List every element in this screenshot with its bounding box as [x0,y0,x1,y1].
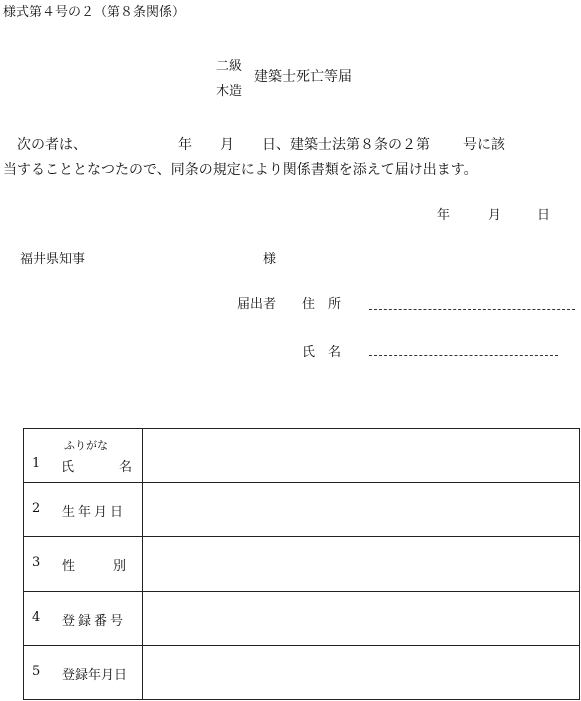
name-label-a: 氏 [61,460,75,475]
sex-header-cell [24,537,143,591]
registrant-info-table [23,428,580,700]
event-day-and-law: 日、建築士法第８条の２第 [262,137,430,153]
event-month-label: 月 [220,137,234,153]
event-year-label: 年 [178,137,192,153]
declaration-intro: 次の者は、 [17,137,87,153]
submission-month-label: 月 [488,208,502,223]
address-label: 住 所 [302,297,342,312]
sex-value-cell[interactable] [143,537,580,591]
clause-number-suffix: 号に該 [463,137,505,153]
registration-date-header-cell [24,645,143,699]
addressee: 福井県知事 [20,252,86,267]
row-number: 2 [32,501,41,517]
name-header-cell [24,429,143,483]
registration-number-header-cell [24,591,143,645]
table-row-registration-number [24,591,580,645]
name-field[interactable] [369,343,558,356]
birthdate-label: 生年月日 [62,505,127,521]
declaration-line-1 [3,133,579,158]
declaration-text [3,133,579,183]
addressee-honorific: 様 [263,252,277,267]
furigana-label: ふりがな [64,439,108,452]
document-title: 建築士死亡等届 [254,69,352,85]
form-number: 様式第４号の２（第８条関係） [3,5,186,20]
applicant-label: 届出者 [237,297,277,312]
table-row-registration-date [24,645,580,699]
table-row-name [24,429,580,483]
sex-label: 性 別 [62,559,131,575]
row-number: 5 [32,663,41,679]
registration-number-value-cell[interactable] [143,591,580,645]
row-number: 1 [32,456,41,471]
table-row-sex [24,537,580,591]
registration-date-label: 登録年月日 [62,667,128,683]
registration-number-label: 登録番号 [62,613,127,629]
title-grade-nikyu: 二級 [216,59,243,74]
registration-date-value-cell[interactable] [143,645,580,699]
name-label: 氏 名 [302,345,342,360]
birthdate-header-cell [24,483,143,537]
row-number: 3 [32,555,41,571]
table-row-birthdate [24,483,580,537]
name-label-b: 名 [119,460,133,475]
submission-day-label: 日 [537,208,551,223]
title-grade-mokuzo: 木造 [216,84,243,99]
address-field[interactable] [369,297,575,310]
name-value-cell[interactable] [143,429,580,483]
submission-year-label: 年 [437,208,451,223]
birthdate-value-cell[interactable] [143,483,580,537]
row-number: 4 [32,609,41,625]
declaration-line-2: 当することとなつたので、同条の規定により関係書類を添えて届け出ます。 [3,162,478,178]
